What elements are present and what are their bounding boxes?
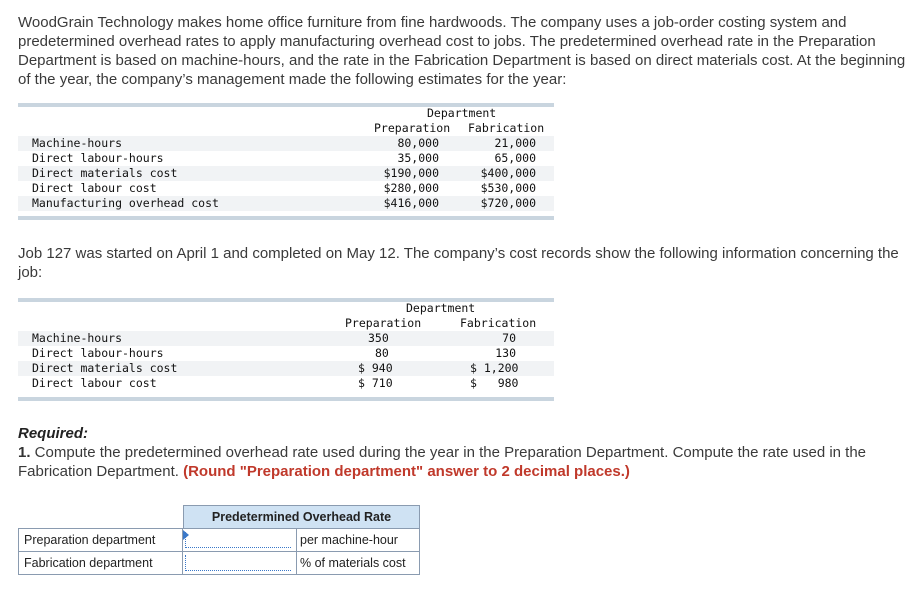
preparation-col-header: Preparation — [374, 121, 451, 135]
question-number: 1. — [18, 444, 31, 461]
table-row: Machine-hours 350 70 — [18, 331, 554, 346]
job-paragraph: Job 127 was started on April 1 and completed on May 12. The company’s cost records show the following information concerning the job: — [18, 245, 899, 281]
question-text: Compute the predetermined overhead rate used during the year in the Preparation Department. Compute the rate used in the Fabrication Department. — [18, 444, 867, 480]
input-cell — [183, 529, 296, 552]
table-bottom-rule — [18, 216, 554, 220]
table-bottom-rule — [18, 397, 554, 401]
table-row: Direct materials cost $ 940 $ 1,200 — [18, 361, 554, 376]
department-header: Department — [427, 106, 497, 120]
fabrication-col-header: Fabrication — [468, 121, 545, 135]
department-header: Department — [406, 301, 476, 315]
rounding-note: (Round "Preparation department" answer to 2 decimal places.) — [183, 463, 630, 480]
unit-label: % of materials cost — [296, 552, 420, 575]
table-row: Direct labour cost $280,000 $530,000 — [32, 181, 536, 195]
input-cell — [183, 552, 296, 575]
row-label: Fabrication department — [18, 552, 183, 575]
job-127-table — [18, 298, 554, 404]
unit-label: per machine-hour — [296, 529, 420, 552]
required-heading: Required: — [18, 425, 89, 442]
estimates-table — [18, 103, 554, 223]
fabrication-col-header: Fabrication — [460, 316, 537, 330]
row-label: Preparation department — [18, 529, 183, 552]
table-row: Machine-hours 80,000 21,000 — [18, 136, 554, 151]
required-question — [18, 443, 913, 481]
preparation-rate-input[interactable] — [185, 532, 291, 548]
answer-table-header: Predetermined Overhead Rate — [183, 505, 420, 529]
table-row: Direct labour-hours 35,000 65,000 — [32, 151, 536, 165]
table-row: Manufacturing overhead cost $416,000 $720,000 — [18, 196, 554, 211]
answer-table-corner — [18, 505, 183, 529]
preparation-col-header: Preparation — [345, 316, 422, 330]
answer-row-fabrication — [18, 552, 420, 575]
intro-paragraph: WoodGrain Technology makes home office furniture from fine hardwoods. The company uses a job-order costing system and predetermined overhead rates to apply manufacturing overhead cost to jobs. The predetermined overhead rate in the Preparation Department is based on machine-hours, and the rate in the Fabrication Department is based on direct materials cost. At the beginning of the year, the company’s management made the following estimates for the year: — [18, 14, 906, 88]
answer-flag-icon — [183, 530, 189, 540]
table-row: Direct labour-hours 80 130 — [32, 346, 516, 360]
table-row: Direct labour cost $ 710 $ 980 — [32, 376, 519, 390]
fabrication-rate-input[interactable] — [185, 555, 291, 571]
table-row: Direct materials cost $190,000 $400,000 — [18, 166, 554, 181]
answer-row-preparation — [18, 529, 420, 552]
